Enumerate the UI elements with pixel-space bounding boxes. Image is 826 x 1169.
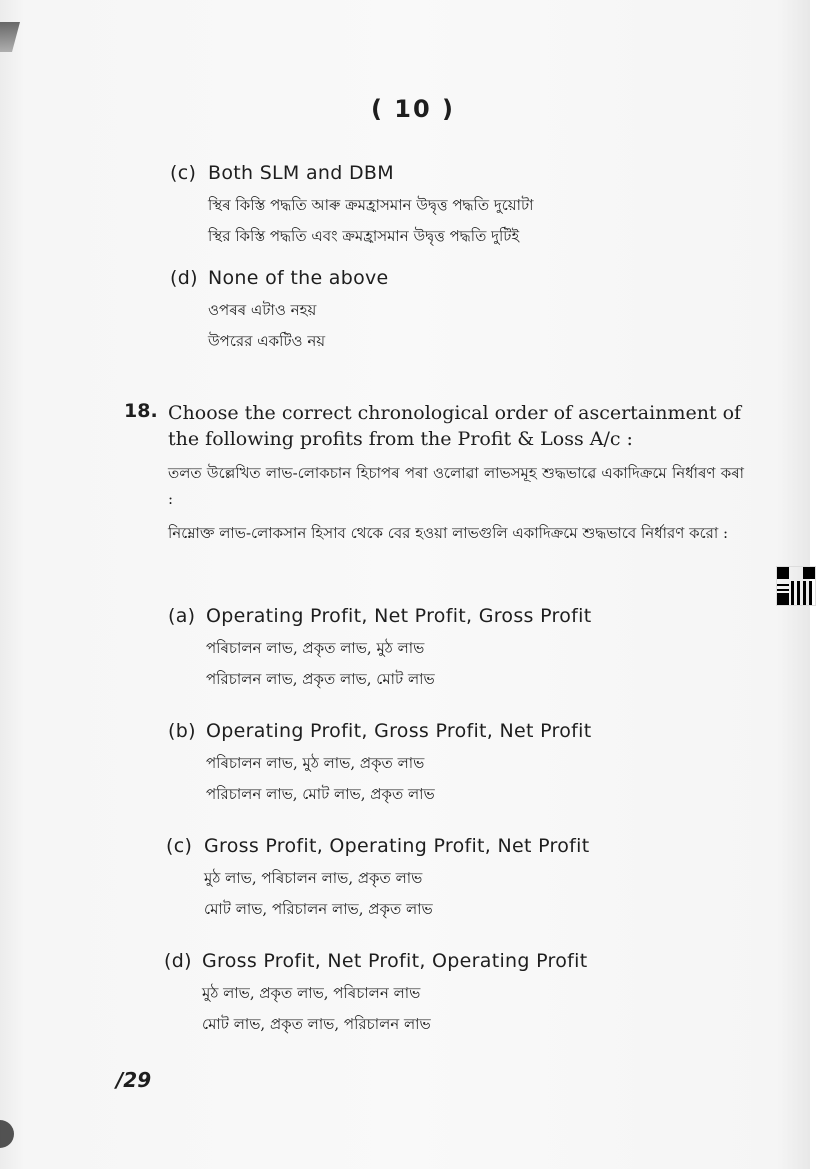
option-text: Gross Profit, Net Profit, Operating Profit	[202, 950, 588, 972]
option-english	[170, 160, 533, 186]
question-number: 18.	[124, 400, 158, 422]
option-english	[168, 603, 591, 629]
paper-code: /29	[116, 1068, 152, 1092]
question-text-assamese: তলত উল্লেখিত লাভ-লোকচান হিচাপৰ পৰা ওলোৱা লাভসমূহ শুদ্ধভাৱে একাদিক্ৰমে নিৰ্ধাৰণ কৰা :	[168, 464, 744, 508]
option-text: Operating Profit, Net Profit, Gross Profit	[206, 605, 592, 627]
option-label: (a)	[168, 605, 196, 627]
option-english	[164, 948, 587, 974]
option-english	[166, 833, 589, 859]
option-text: Gross Profit, Operating Profit, Net Profit	[204, 835, 590, 857]
option-english	[170, 265, 389, 291]
option-text: None of the above	[208, 267, 389, 289]
option-assamese: পৰিচালন লাভ, প্ৰকৃত লাভ, মুঠ লাভ	[206, 639, 425, 657]
option-bengali: পরিচালন লাভ, প্রকৃত লাভ, মোট লাভ	[206, 670, 435, 688]
option-assamese: ওপৰৰ এটাও নহয়	[208, 301, 317, 319]
option-bengali: স্থির কিস্তি পদ্ধতি এবং ক্রমহ্রাসমান উদ্বৃত্ত পদ্ধতি দুটিই	[208, 227, 520, 245]
option-c	[166, 833, 589, 920]
option-bengali: মোট লাভ, পরিচালন লাভ, প্রকৃত লাভ	[204, 900, 433, 918]
option-bengali: উপরের একটিও নয়	[208, 332, 326, 350]
option-label: (c)	[170, 162, 197, 184]
option-bengali: পরিচালন লাভ, মোট লাভ, প্রকৃত লাভ	[206, 785, 435, 803]
option-english	[168, 718, 591, 744]
question-text-english: Choose the correct chronological order of ascertainment of the following profits from the Profit & Loss A/c :	[168, 402, 742, 450]
prev-option-c	[170, 160, 533, 247]
option-assamese: মুঠ লাভ, প্ৰকৃত লাভ, পৰিচালন লাভ	[202, 984, 421, 1002]
option-text: Operating Profit, Gross Profit, Net Profit	[206, 720, 592, 742]
option-d	[164, 948, 587, 1035]
option-label: (d)	[170, 267, 198, 289]
option-label: (b)	[168, 720, 196, 742]
question-18	[124, 400, 744, 546]
option-assamese: পৰিচালন লাভ, মুঠ লাভ, প্ৰকৃত লাভ	[206, 754, 425, 772]
option-assamese: মুঠ লাভ, পৰিচালন লাভ, প্ৰকৃত লাভ	[204, 869, 423, 887]
option-b	[168, 718, 591, 805]
prev-option-d	[170, 265, 389, 352]
option-label: (d)	[164, 950, 192, 972]
question-text-bengali: নিম্নোক্ত লাভ-লোকসান হিসাব থেকে বের হওয়া লাভগুলি একাদিক্রমে শুদ্ধভাবে নির্ধারণ করো :	[168, 524, 729, 542]
page-number: ( 10 )	[370, 95, 456, 123]
option-bengali: মোট লাভ, প্রকৃত লাভ, পরিচালন লাভ	[202, 1015, 431, 1033]
option-text: Both SLM and DBM	[208, 162, 394, 184]
option-assamese: স্থিৰ কিস্তি পদ্ধতি আৰু ক্ৰমহ্ৰাসমান উদ্বৃত্ত পদ্ধতি দুয়োটা	[208, 196, 534, 214]
qr-code	[776, 566, 816, 606]
option-a	[168, 603, 591, 690]
option-label: (c)	[166, 835, 193, 857]
